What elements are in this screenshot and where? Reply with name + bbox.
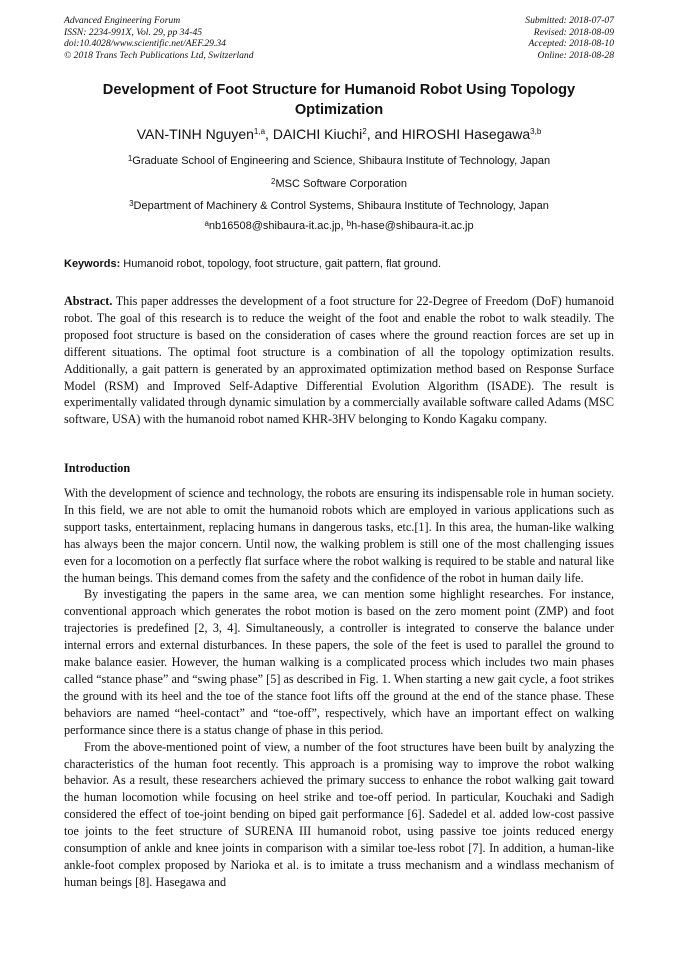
online-date: Online: 2018-08-28 — [537, 49, 614, 61]
paragraph: By investigating the papers in the same area, we can mention some highlight researches. For instance, conventional approach which generates the robot motion is based on the zero moment point (ZMP) and foot trajectories is predefined [2, 3, 4]. Simultaneously, a controller is integrated to conserve the balance under internal errors and external disturbances. In these papers, the sole of the feet is used to parallel the ground to make balance easier. However, the human walking is a complicated process which includes two main phases called “stance phase” and “swing phase” [5] as described in Fig. 1. When starting a new gait cycle, a foot strikes the ground with its heel and the toe of the stance foot lifts off the ground at the end of the stance phase. These behaviors are named “heel-contact” and “toe-off”, respectively, which have an important effect on walking performance since there is a status change of phase in this period. — [64, 587, 614, 737]
revised-date: Revised: 2018-08-09 — [533, 26, 614, 38]
affiliation-1 — [0, 154, 678, 168]
abstract-label: Abstract. — [64, 294, 113, 308]
author-superscript: 1,a — [253, 127, 266, 136]
keywords-text: Humanoid robot, topology, foot structure, gait pattern, flat ground. — [120, 258, 442, 270]
email-address: h-hase@shibaura-it.ac.jp — [351, 220, 474, 232]
author-superscript: 2 — [362, 127, 367, 136]
paragraph: With the development of science and technology, the robots are ensuring its indispensable role in human society. In this field, we are not able to omit the humanoid robots which are employed in various applications such as support tasks, entertainment, replacing humans in dangerous tasks, etc.[1]. In this area, the human-like walking has always been the major concern. Until now, the walking problem is still one of the most challenging issues even for a locomotion on a perfectly flat surface where the robot walking is required to be stable and natural like the human beings. This demand comes from the safety and the confidence of the robot in human daily life. — [64, 486, 614, 585]
affiliation-text: Department of Machinery & Control Systems, Shibaura Institute of Technology, Japan — [133, 200, 549, 212]
keywords — [64, 257, 624, 271]
abstract-text: This paper addresses the development of a foot structure for 22-Degree of Freedom (DoF) humanoid robot. The goal of this research is to reduce the weight of the foot and enable the robot to walk steadily. The proposed foot structure is based on the consideration of cases where the ground reaction forces are set up in different situations. The optimal foot structure is a combination of all the topology optimization results. Additionally, a gait pattern is generated by an approximated optimization method based on Response Surface Model (RSM) and Improved Self-Adaptive Differential Evolution Algorithm (ISADE). The result is experimentally validated through dynamic simulation by a commercially available software called Adams (MSC software, USA) with the humanoid robot named KHR-3HV belonging to Kondo Kagaku company. — [64, 294, 614, 427]
publication-dates — [525, 15, 614, 61]
author-separator: , — [265, 126, 273, 142]
author-name: DAICHI Kiuchi — [272, 126, 363, 142]
affiliation-text: Graduate School of Engineering and Science, Shibaura Institute of Technology, Japan — [132, 155, 551, 167]
affiliation-2 — [0, 177, 678, 191]
author-name: VAN-TINH Nguyen — [136, 126, 254, 142]
paragraph: From the above-mentioned point of view, a number of the foot structures have been built by analyzing the characteristics of the human foot recently. This approach is a promising way to improve the robot walking behavior. As a result, these researchers achieved the primary success to enhance the robot walking gait toward the human locomotion while focusing on heel strike and toe-off period. In particular, Kouchaki and Sadigh considered the effect of toe-joint bending on biped gait performance [6]. Sadedel et al. added low-cost passive toe joints to the feet structure of SURENA III humanoid robot, using passive toe joints reduced energy consumption of ankle and knee joints in comparison with a similar toe-less robot [7]. In addition, a human-like ankle-foot complex proposed by Narioka et al. is to imitate a truss mechanism and a windlass mechanism of human beings [8]. Hasegawa and — [64, 739, 614, 889]
email-superscript: a — [204, 219, 209, 228]
keywords-label: Keywords: — [64, 258, 121, 270]
author-separator: , and — [366, 126, 402, 142]
email-address: nb16508@shibaura-it.ac.jp, — [208, 220, 347, 232]
author-name: HIROSHI Hasegawa — [401, 126, 531, 142]
paper-title: Development of Foot Structure for Humanoid Robot Using Topology Optimization — [102, 82, 576, 118]
introduction-body — [64, 485, 614, 891]
accepted-date: Accepted: 2018-08-10 — [528, 38, 614, 49]
journal-info — [64, 15, 254, 61]
abstract — [64, 293, 614, 428]
affiliation-text: MSC Software Corporation — [275, 178, 407, 190]
copyright-line: © 2018 Trans Tech Publications Ltd, Switzerland — [64, 49, 254, 61]
author-list — [0, 125, 678, 143]
journal-name: Advanced Engineering Forum — [64, 15, 181, 26]
issn-line: ISSN: 2234-991X, Vol. 29, pp 34-45 — [64, 26, 203, 38]
affiliation-superscript: 2 — [271, 177, 276, 186]
affiliation-superscript: 3 — [129, 199, 134, 208]
author-emails — [0, 219, 678, 233]
doi-line: doi:10.4028/www.scientific.net/AEF.29.34 — [64, 38, 226, 49]
author-superscript: 3,b — [530, 127, 542, 136]
affiliation-3 — [0, 199, 678, 213]
introduction-heading: Introduction — [64, 461, 131, 475]
email-superscript: b — [346, 219, 352, 228]
affiliation-superscript: 1 — [127, 154, 133, 163]
submitted-date: Submitted: 2018-07-07 — [525, 15, 614, 26]
